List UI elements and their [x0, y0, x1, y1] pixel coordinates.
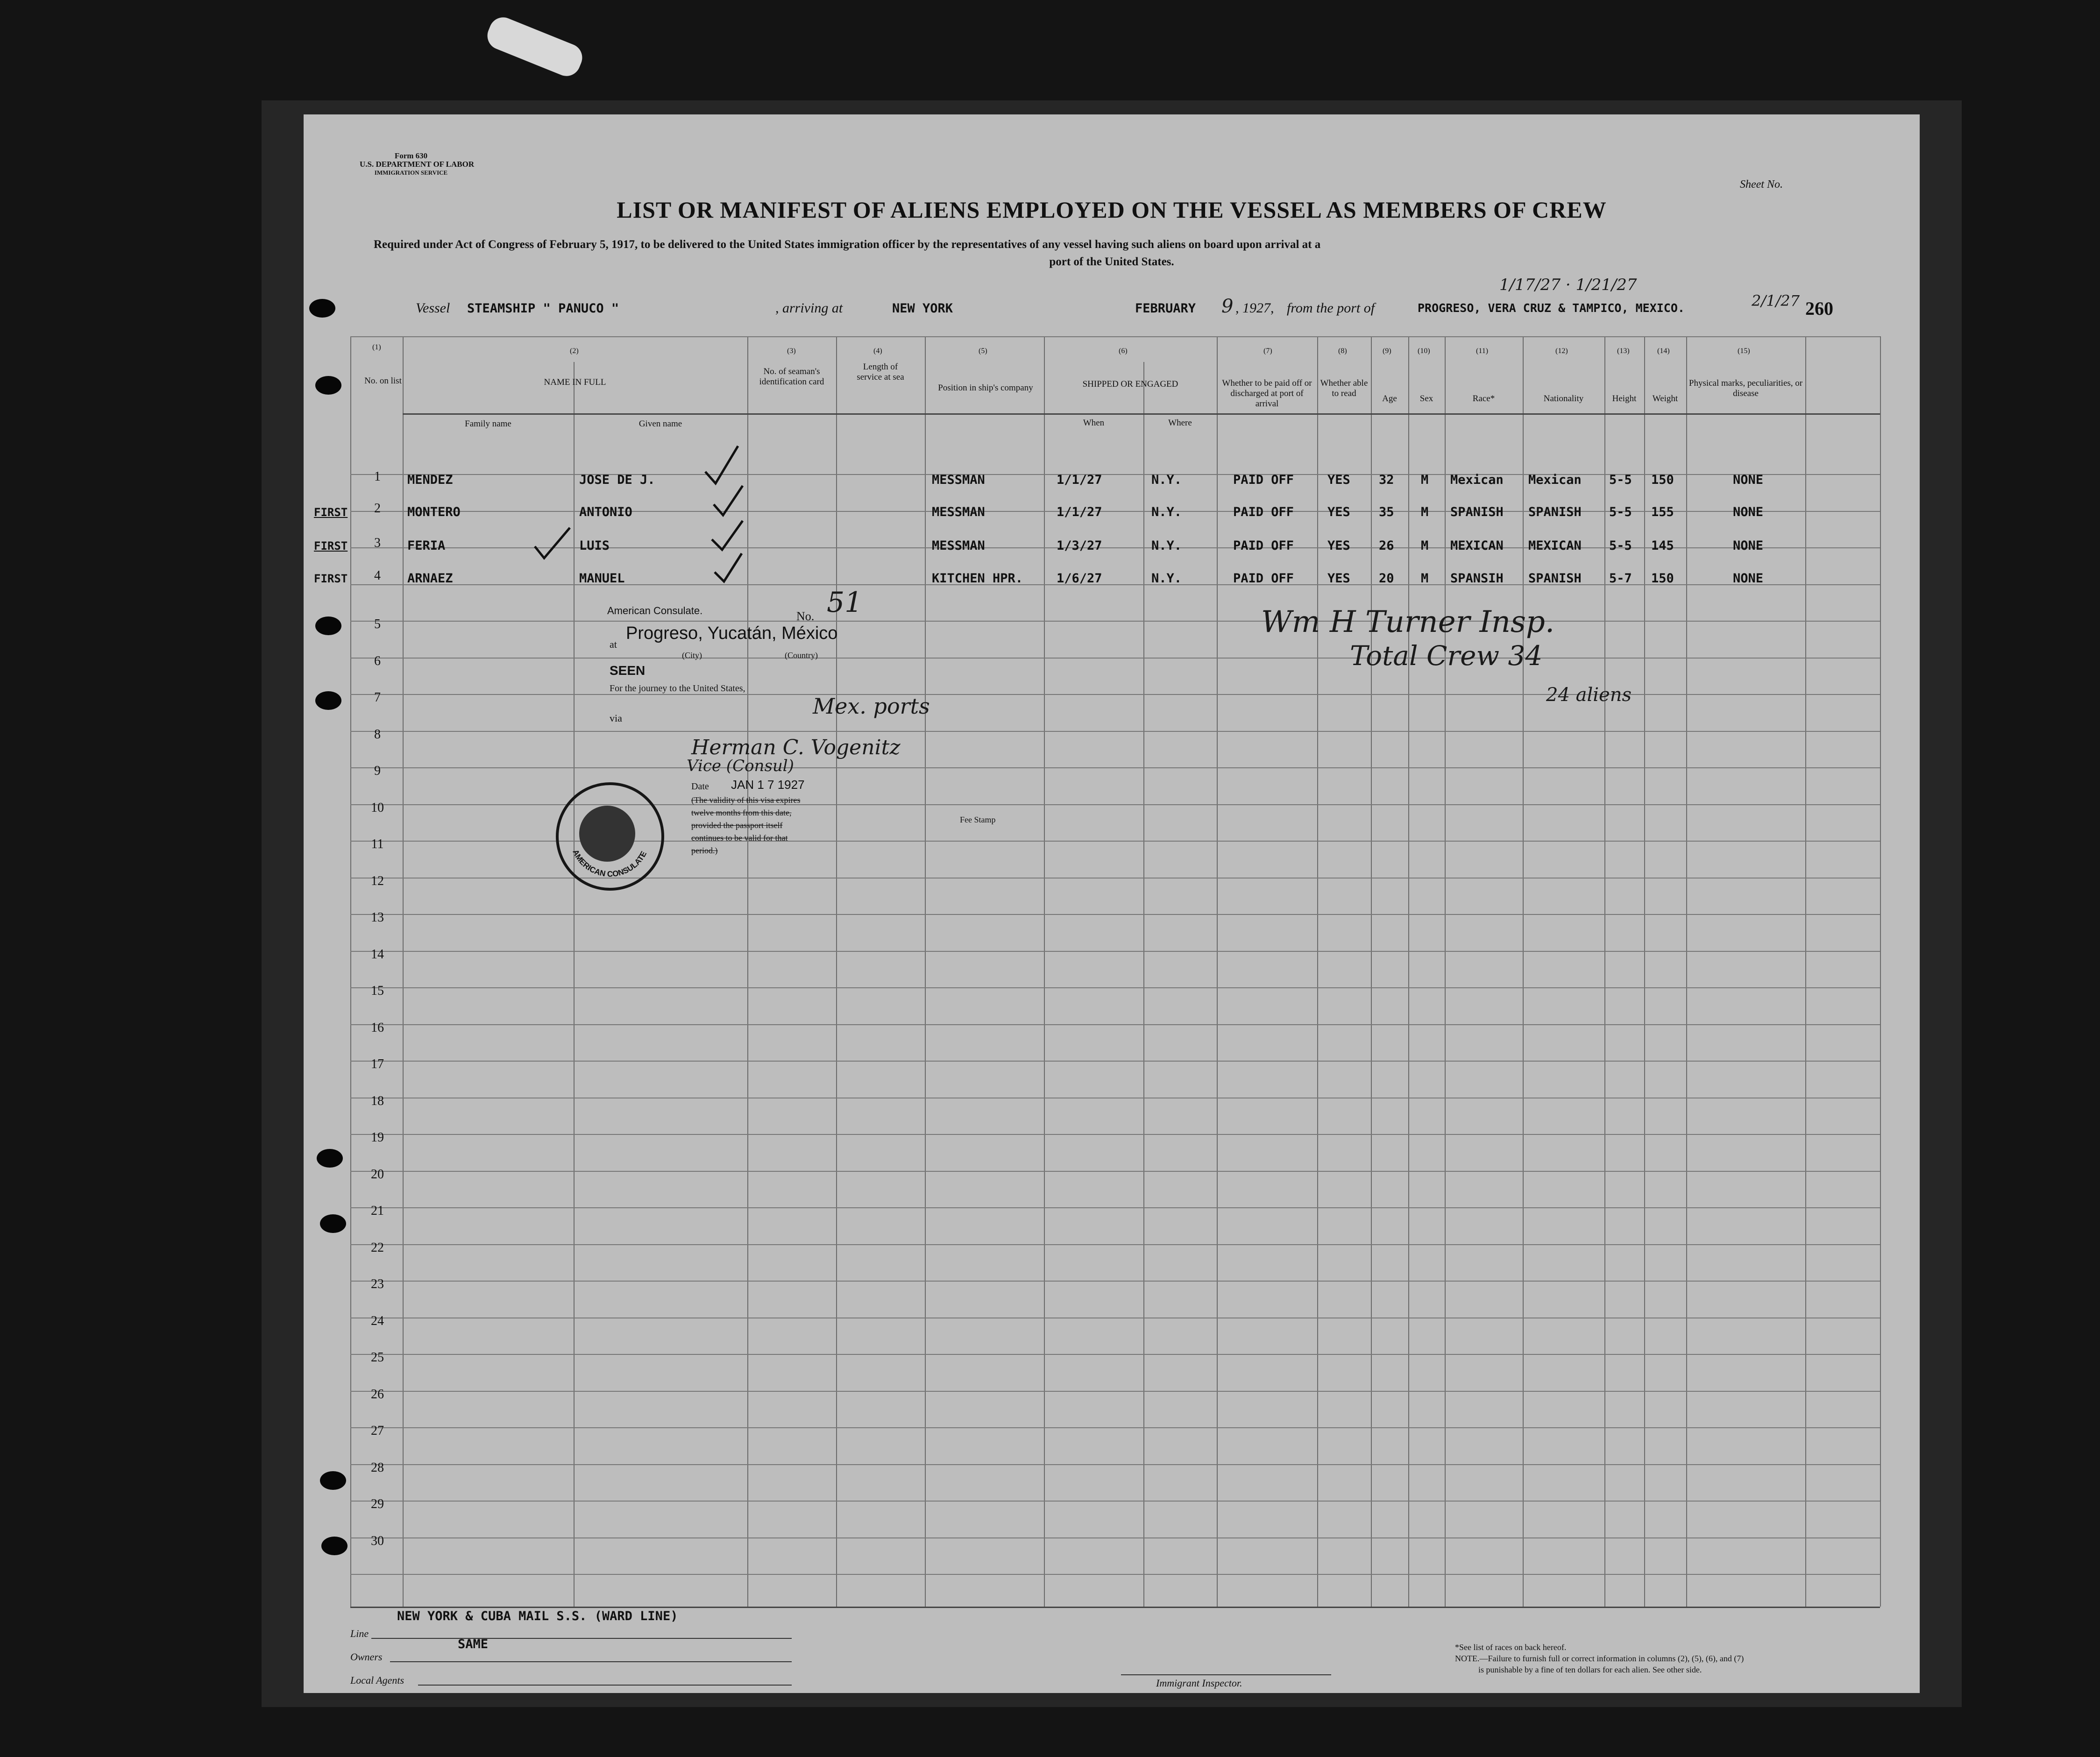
- visa-date: JAN 1 7 1927: [731, 778, 805, 792]
- seal-text-ring: [556, 782, 664, 891]
- physical-marks: NONE: [1733, 505, 1764, 519]
- col11-num: (11): [1476, 347, 1489, 355]
- position: MESSMAN: [932, 538, 985, 553]
- row-divider: [350, 1501, 1880, 1502]
- age: 32: [1379, 473, 1394, 487]
- arrival-port: NEW YORK: [892, 301, 953, 316]
- given-name: MANUEL: [579, 571, 625, 586]
- row-number: 8: [374, 727, 381, 742]
- shipped-where: N.Y.: [1151, 505, 1182, 519]
- races-note: *See list of races on back hereof.: [1455, 1643, 1567, 1652]
- row-divider: [350, 621, 1880, 622]
- weight: 145: [1651, 538, 1674, 553]
- manifest-sheet: [304, 114, 1920, 1693]
- arrival-day: 9: [1221, 296, 1234, 317]
- row-number: 26: [371, 1387, 384, 1402]
- col14-header: Weight: [1652, 394, 1678, 404]
- position: MESSMAN: [932, 505, 985, 519]
- col8-header: Whether able to read: [1320, 378, 1368, 398]
- visa-no-label: No.: [796, 609, 815, 623]
- row-number: 2: [374, 501, 381, 516]
- row-number: 15: [371, 984, 384, 998]
- weight: 155: [1651, 505, 1674, 519]
- paid-off-status: PAID OFF: [1233, 538, 1294, 553]
- row-mark: FIRST: [314, 572, 348, 585]
- col6-header: SHIPPED OR ENGAGED: [1082, 379, 1178, 389]
- col12-num: (12): [1555, 347, 1568, 355]
- row-number: 24: [371, 1313, 384, 1328]
- nationality: SPANISH: [1528, 571, 1582, 586]
- binder-hole: [315, 691, 341, 710]
- row-number: 27: [371, 1424, 384, 1438]
- row-divider: [350, 1171, 1880, 1172]
- weight: 150: [1651, 473, 1674, 487]
- row-divider: [350, 731, 1880, 732]
- row-number: 6: [374, 653, 381, 668]
- physical-marks: NONE: [1733, 473, 1764, 487]
- row-divider: [350, 1391, 1880, 1392]
- nationality: SPANISH: [1528, 505, 1582, 519]
- row-divider: [350, 1464, 1880, 1465]
- city-label: (City): [682, 651, 702, 660]
- position: MESSMAN: [932, 473, 985, 487]
- row-number: 21: [371, 1204, 384, 1218]
- col2-family-header: Family name: [465, 419, 511, 429]
- form-number: Form 630: [394, 151, 428, 160]
- col2-header: NAME IN FULL: [544, 377, 606, 387]
- form-subtitle-line2: port of the United States.: [1049, 255, 1174, 268]
- row-divider: [350, 987, 1880, 988]
- sheet-code: 260: [1805, 298, 1833, 319]
- binder-hole: [320, 1214, 346, 1233]
- sheet-number-label: Sheet No.: [1740, 178, 1783, 191]
- col15-num: (15): [1738, 347, 1750, 355]
- row-divider: [350, 1207, 1880, 1208]
- consul-role: Vice (Consul): [687, 757, 794, 775]
- check-mark-feria: [532, 525, 575, 563]
- consulate-label: American Consulate.: [607, 605, 703, 616]
- able-to-read: YES: [1327, 505, 1350, 519]
- family-name: ARNAEZ: [407, 571, 453, 586]
- from-port-label: from the port of: [1287, 300, 1375, 316]
- row-divider: [350, 914, 1880, 915]
- row-number: 12: [371, 873, 384, 888]
- row-divider: [350, 1574, 1880, 1575]
- row-number: 30: [371, 1533, 384, 1548]
- origin-ports: PROGRESO, VERA CRUZ & TAMPICO, MEXICO.: [1418, 301, 1685, 315]
- col12-header: Nationality: [1543, 394, 1584, 404]
- row-divider: [350, 767, 1880, 768]
- visa-validity-note: (The validity of this visa expires twelve months from this date, provided the passport itself continues to be valid for that period.): [691, 795, 801, 855]
- height: 5-5: [1609, 473, 1632, 487]
- aliens-count-note: 24 aliens: [1546, 684, 1632, 706]
- line-label: Line: [350, 1628, 369, 1639]
- row-divider: [350, 1354, 1880, 1355]
- row-divider: [350, 1281, 1880, 1282]
- col6-num: (6): [1119, 347, 1128, 355]
- able-to-read: YES: [1327, 571, 1350, 586]
- shipped-when: 1/1/27: [1057, 505, 1102, 519]
- visa-number: 51: [827, 586, 863, 619]
- col2-given-header: Given name: [639, 419, 682, 429]
- line-company: NEW YORK & CUBA MAIL S.S. (WARD LINE): [397, 1609, 678, 1623]
- col9-header: Age: [1382, 394, 1397, 404]
- col15-header: Physical marks, peculiarities, or disease: [1689, 378, 1803, 398]
- handwritten-dates: 1/17/27 · 1/21/27: [1499, 276, 1637, 294]
- vessel-name: STEAMSHIP " PANUCO ": [467, 301, 619, 316]
- sex: M: [1421, 473, 1429, 487]
- row-number: 9: [374, 764, 381, 778]
- seal-text: AMERICAN CONSULATE: [571, 848, 649, 879]
- race: SPANISH: [1450, 505, 1504, 519]
- col5-header: Position in ship's company: [938, 383, 1033, 393]
- binder-hole: [315, 376, 341, 395]
- seen-stamp: SEEN: [610, 663, 646, 678]
- row-number: 11: [371, 837, 384, 851]
- row-divider: [350, 694, 1880, 695]
- form-service: IMMIGRATION SERVICE: [374, 169, 448, 176]
- local-agents-label: Local Agents: [350, 1674, 404, 1686]
- family-name: FERIA: [407, 538, 446, 553]
- row-number: 5: [374, 617, 381, 631]
- row-number: 25: [371, 1350, 384, 1365]
- age: 20: [1379, 571, 1394, 586]
- row-divider: [350, 951, 1880, 952]
- paid-off-status: PAID OFF: [1233, 571, 1294, 586]
- row-number: 28: [371, 1460, 384, 1475]
- row-mark: FIRST: [314, 539, 348, 553]
- svg-text:AMERICAN CONSULATE: [571, 848, 648, 878]
- col6-where-header: Where: [1168, 418, 1192, 428]
- owners-label: Owners: [350, 1651, 383, 1663]
- row-number: 23: [371, 1277, 384, 1291]
- fee-stamp-label: Fee Stamp: [960, 815, 996, 824]
- visa-date-label: Date: [691, 781, 709, 792]
- at-label: at: [610, 638, 617, 650]
- country-label: (Country): [785, 651, 818, 660]
- sex: M: [1421, 538, 1429, 553]
- binder-hole: [309, 299, 335, 318]
- family-name: MENDEZ: [407, 473, 453, 487]
- vessel-label: Vessel: [416, 300, 450, 316]
- col3-header: No. of seaman's identification card: [759, 367, 824, 387]
- able-to-read: YES: [1327, 473, 1350, 487]
- col2-num: (2): [570, 347, 579, 355]
- shipped-when: 1/3/27: [1057, 538, 1102, 553]
- form-department: U.S. DEPARTMENT OF LABOR: [360, 160, 475, 169]
- row-number: 13: [371, 910, 384, 925]
- row-number: 14: [371, 947, 384, 962]
- row-number: 20: [371, 1167, 384, 1182]
- paid-off-status: PAID OFF: [1233, 505, 1294, 519]
- row-divider: [350, 658, 1880, 659]
- row-mark: FIRST: [314, 506, 348, 519]
- shipped-where: N.Y.: [1151, 538, 1182, 553]
- row-number: 29: [371, 1497, 384, 1511]
- nationality: Mexican: [1528, 473, 1582, 487]
- row-divider: [350, 1024, 1880, 1025]
- col4-header: Length of service at sea: [857, 362, 904, 382]
- consul-signature: Herman C. Vogenitz: [691, 736, 901, 759]
- col7-header: Whether to be paid off or discharged at port of arrival: [1222, 378, 1312, 409]
- col13-num: (13): [1617, 347, 1630, 355]
- col1-header: No. on list: [364, 376, 402, 386]
- col6-when-header: When: [1083, 418, 1105, 428]
- col11-header: Race*: [1472, 394, 1495, 404]
- total-crew-note: Total Crew 34: [1350, 640, 1543, 672]
- journey-text: For the journey to the United States,: [610, 683, 745, 694]
- arriving-label: , arriving at: [775, 300, 843, 316]
- row-number: 22: [371, 1240, 384, 1255]
- penalty-note-line2: is punishable by a fine of ten dollars for each alien. See other side.: [1478, 1665, 1702, 1674]
- race: MEXICAN: [1450, 538, 1504, 553]
- row-divider: [350, 1537, 1880, 1538]
- row-number: 3: [374, 536, 381, 550]
- able-to-read: YES: [1327, 538, 1350, 553]
- row-divider: [350, 1061, 1880, 1062]
- row-number: 4: [374, 568, 381, 583]
- row-number: 10: [371, 800, 384, 815]
- race: SPANSIH: [1450, 571, 1504, 586]
- binder-hole: [321, 1537, 348, 1555]
- row-divider: [350, 1134, 1880, 1135]
- col10-num: (10): [1418, 347, 1430, 355]
- form-id-block: [360, 151, 475, 177]
- row-divider: [350, 1244, 1880, 1245]
- binder-hole: [317, 1149, 343, 1168]
- penalty-note-line1: NOTE.—Failure to furnish full or correct information in columns (2), (5), (6), and (7): [1455, 1654, 1744, 1663]
- physical-marks: NONE: [1733, 538, 1764, 553]
- owners-value: SAME: [458, 1637, 489, 1651]
- via-handwritten: Mex. ports: [813, 694, 930, 719]
- col7-num: (7): [1263, 347, 1272, 355]
- inspector-signature: Wm H Turner Insp.: [1261, 605, 1555, 639]
- via-label: via: [610, 712, 622, 724]
- age: 26: [1379, 538, 1394, 553]
- col14-num: (14): [1657, 347, 1670, 355]
- row-number: 16: [371, 1020, 384, 1035]
- col1-num: (1): [372, 343, 381, 351]
- height: 5-5: [1609, 538, 1632, 553]
- consulate-place: Progreso, Yucatán, México: [626, 623, 838, 643]
- shipped-where: N.Y.: [1151, 473, 1182, 487]
- shipped-where: N.Y.: [1151, 571, 1182, 586]
- arrival-year: , 1927,: [1235, 300, 1274, 316]
- nationality: MEXICAN: [1528, 538, 1582, 553]
- col10-header: Sex: [1419, 394, 1433, 404]
- col13-header: Height: [1612, 394, 1637, 404]
- shipped-when: 1/1/27: [1057, 473, 1102, 487]
- row-number: 19: [371, 1130, 384, 1145]
- col9-num: (9): [1383, 347, 1391, 355]
- form-title: LIST OR MANIFEST OF ALIENS EMPLOYED ON THE VESSEL AS MEMBERS OF CREW: [617, 197, 1607, 223]
- form-subtitle-line1: Required under Act of Congress of February 5, 1917, to be delivered to the United States immigration officer by the representatives of any vessel having such aliens on board upon arrival at a: [374, 238, 1321, 251]
- height: 5-7: [1609, 571, 1632, 586]
- col8-num: (8): [1338, 347, 1347, 355]
- check-marks: [701, 437, 822, 609]
- row-divider: [350, 1427, 1880, 1428]
- given-name: ANTONIO: [579, 505, 632, 519]
- given-name: JOSE DE J.: [579, 473, 655, 487]
- binder-hole: [315, 616, 341, 635]
- shipped-when: 1/6/27: [1057, 571, 1102, 586]
- physical-marks: NONE: [1733, 571, 1764, 586]
- height: 5-5: [1609, 505, 1632, 519]
- col3-num: (3): [787, 347, 796, 355]
- handwritten-date-right: 2/1/27: [1752, 292, 1800, 310]
- binder-hole: [320, 1471, 346, 1490]
- age: 35: [1379, 505, 1394, 519]
- row-number: 1: [374, 469, 381, 484]
- row-number: 7: [374, 690, 381, 705]
- family-name: MONTERO: [407, 505, 461, 519]
- given-name: LUIS: [579, 538, 610, 553]
- col4-num: (4): [873, 347, 882, 355]
- row-number: 17: [371, 1057, 384, 1071]
- arrival-month: FEBRUARY: [1135, 301, 1196, 316]
- col5-num: (5): [979, 347, 987, 355]
- row-number: 18: [371, 1093, 384, 1108]
- inspector-label: Immigrant Inspector.: [1156, 1677, 1242, 1689]
- sex: M: [1421, 505, 1429, 519]
- paid-off-status: PAID OFF: [1233, 473, 1294, 487]
- race: Mexican: [1450, 473, 1504, 487]
- position: KITCHEN HPR.: [932, 571, 1023, 586]
- sex: M: [1421, 571, 1429, 586]
- weight: 150: [1651, 571, 1674, 586]
